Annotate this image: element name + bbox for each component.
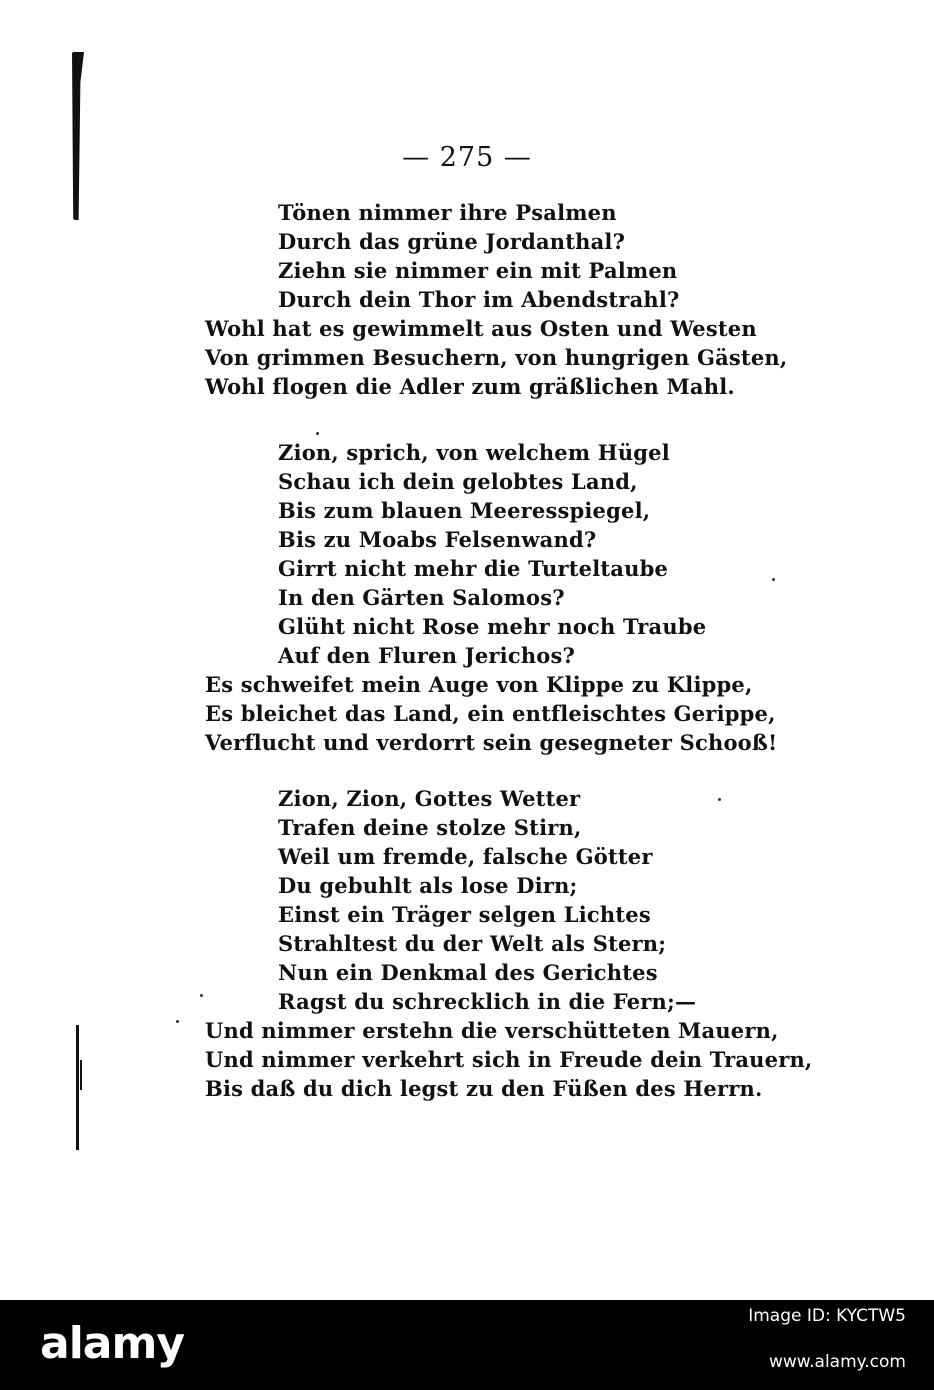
scan-edge-mark-bottom-2 bbox=[80, 1060, 82, 1090]
verse-line: Bis zum blauen Meeresspiegel, bbox=[278, 498, 651, 523]
image-id: Image ID: KYCTW5 bbox=[748, 1306, 906, 1326]
page-number: — 275 — bbox=[402, 142, 532, 173]
scan-speck bbox=[718, 798, 721, 801]
verse-line: Einst ein Träger selgen Lichtes bbox=[278, 902, 651, 927]
verse-line: Du gebuhlt als lose Dirn; bbox=[278, 873, 578, 898]
scan-speck bbox=[316, 432, 319, 435]
verse-line: Glüht nicht Rose mehr noch Traube bbox=[278, 614, 707, 639]
verse-line: Nun ein Denkmal des Gerichtes bbox=[278, 960, 658, 985]
verse-line: Ragst du schrecklich in die Fern;— bbox=[278, 989, 697, 1014]
verse-line: Girrt nicht mehr die Turteltaube bbox=[278, 556, 669, 581]
scan-speck bbox=[772, 578, 775, 581]
verse-line: Verflucht und verdorrt sein gesegneter Schooß! bbox=[205, 730, 778, 755]
verse-line: Durch das grüne Jordanthal? bbox=[278, 229, 626, 254]
scan-speck bbox=[200, 994, 203, 997]
verse-line: Strahltest du der Welt als Stern; bbox=[278, 931, 667, 956]
scan-edge-mark-bottom bbox=[76, 1025, 79, 1150]
verse-line: Auf den Fluren Jerichos? bbox=[278, 643, 576, 668]
verse-line: Tönen nimmer ihre Psalmen bbox=[278, 200, 617, 225]
brand-logo: alamy bbox=[40, 1318, 184, 1369]
watermark-footer bbox=[0, 1300, 934, 1390]
verse-line: Trafen deine stolze Stirn, bbox=[278, 815, 582, 840]
verse-line: Und nimmer verkehrt sich in Freude dein Trauern, bbox=[205, 1047, 813, 1072]
verse-line: Bis daß du dich legst zu den Füßen des Herrn. bbox=[205, 1076, 763, 1101]
verse-line: Es bleichet das Land, ein entfleischtes Gerippe, bbox=[205, 701, 776, 726]
verse-line: Und nimmer erstehn die verschütteten Mauern, bbox=[205, 1018, 779, 1043]
verse-line: Durch dein Thor im Abendstrahl? bbox=[278, 287, 680, 312]
verse-line: Von grimmen Besuchern, von hungrigen Gästen, bbox=[205, 345, 788, 370]
scan-edge-mark-top bbox=[72, 52, 84, 220]
verse-line: Wohl hat es gewimmelt aus Osten und Westen bbox=[205, 316, 757, 341]
site-url: www.alamy.com bbox=[768, 1352, 906, 1372]
verse-line: Wohl flogen die Adler zum gräßlichen Mahl. bbox=[205, 374, 735, 399]
scan-speck bbox=[176, 1020, 179, 1023]
verse-line: Zion, sprich, von welchem Hügel bbox=[278, 440, 670, 465]
verse-line: Es schweifet mein Auge von Klippe zu Klippe, bbox=[205, 672, 753, 697]
verse-line: Zion, Zion, Gottes Wetter bbox=[278, 786, 581, 811]
verse-line: Schau ich dein gelobtes Land, bbox=[278, 469, 638, 494]
verse-line: Bis zu Moabs Felsenwand? bbox=[278, 527, 597, 552]
verse-line: Weil um fremde, falsche Götter bbox=[278, 844, 653, 869]
verse-line: In den Gärten Salomos? bbox=[278, 585, 565, 610]
verse-line: Ziehn sie nimmer ein mit Palmen bbox=[278, 258, 678, 283]
